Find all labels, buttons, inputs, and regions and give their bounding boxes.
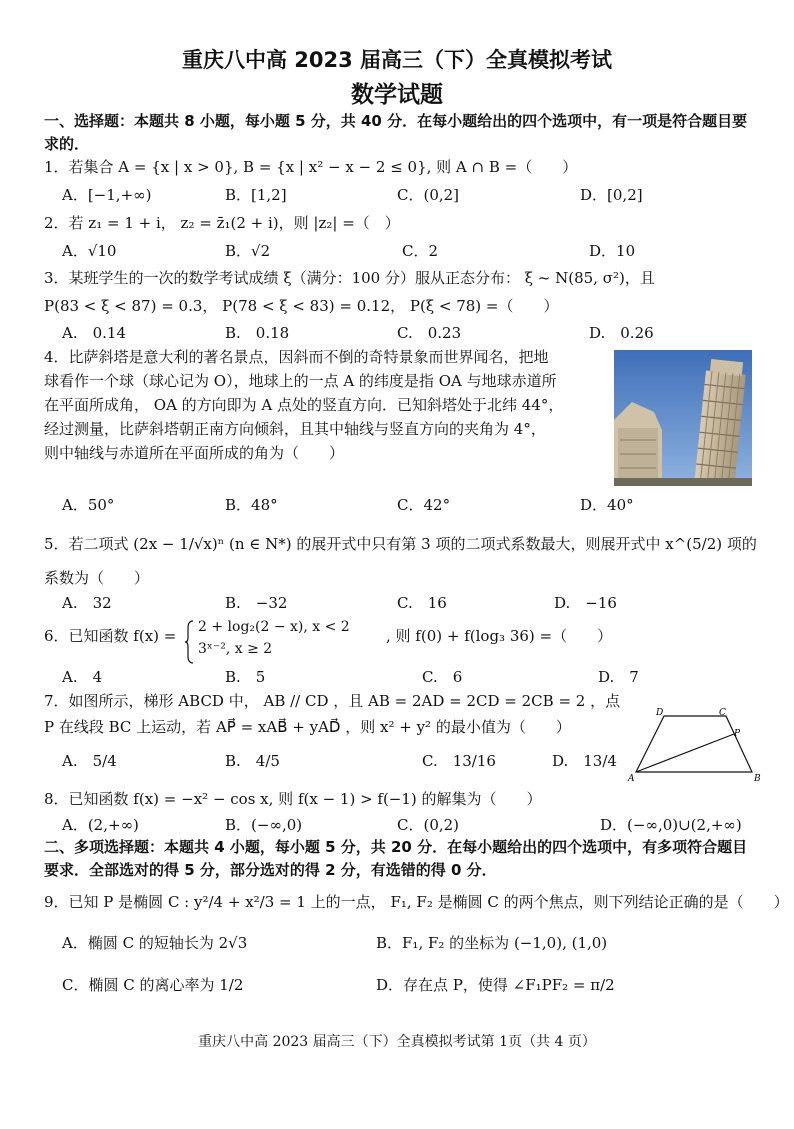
question-3-options: [62, 322, 752, 344]
question-5-line1: 5．若二项式 (2x − 1/√x)ⁿ (n ∈ N*) 的展开式中只有第 3 项的二项式系数最大，则展开式中 x^(5/2) 项的: [44, 535, 757, 553]
option-c: C．(0,2): [397, 816, 460, 834]
trapezoid-figure: [626, 706, 766, 784]
vertex-d-label: D: [656, 708, 664, 718]
question-4-line1: 4．比萨斜塔是意大利的著名景点，因斜而不倒的奇特景象而世界闻名，把地: [44, 348, 549, 366]
question-5-options: [62, 592, 752, 614]
question-5-line2: 系数为（ ）: [44, 569, 150, 587]
vertex-a-label: A: [628, 774, 635, 784]
question-3-line1: 3．某班学生的一次的数学考试成绩 ξ（满分：100 分）服从正态分布： ξ ~ N(85, σ²)，且: [44, 269, 655, 287]
question-1-options: [62, 184, 752, 206]
option-c: C. 0.23: [397, 324, 462, 342]
piecewise-case-2: 3ˣ⁻², x ≥ 2: [198, 641, 273, 657]
question-2-stem: 2．若 z₁ = 1 + i， z₂ = z̄₁(2 + i)，则 |z₂| =（ ）: [44, 214, 400, 232]
question-6-stem-pre: 6．已知函数 f(x) =: [44, 627, 177, 645]
exam-title: 重庆八中高 2023 届高三（下）全真模拟考试: [181, 48, 613, 72]
option-a: A．√10: [62, 242, 117, 260]
option-d: D. 7: [598, 668, 639, 686]
option-d: D. 13/4: [552, 752, 617, 770]
option-b: B. 5: [225, 668, 266, 686]
option-b: B. 4/5: [225, 752, 280, 770]
question-3-line2: P(83 < ξ < 87) = 0.3， P(78 < ξ < 83) = 0.12， P(ξ < 78) =（ ）: [44, 297, 559, 315]
option-a: A．(2,+∞): [62, 816, 139, 834]
option-b: B．[1,2]: [225, 186, 287, 204]
option-d: D．[0,2]: [580, 186, 643, 204]
option-a: A. 4: [62, 668, 103, 686]
question-1-stem: 1．若集合 A = {x | x > 0}, B = {x | x² − x − 2 ≤ 0}, 则 A ∩ B =（ ）: [44, 158, 578, 176]
option-b: B．√2: [225, 242, 271, 260]
question-9-option-b: B．F₁, F₂ 的坐标为 (−1,0), (1,0): [376, 934, 608, 952]
option-c: C．(0,2]: [397, 186, 460, 204]
piecewise-brace: [184, 620, 194, 664]
question-9-option-a: A．椭圆 C 的短轴长为 2√3: [62, 934, 248, 952]
option-c: C. 16: [397, 594, 447, 612]
vertex-b-label: B: [754, 774, 761, 784]
question-9-option-c: C．椭圆 C 的离心率为 1/2: [62, 976, 244, 994]
question-4-line3: 在平面所成角， OA 的方向即为 A 点处的竖直方向．已知斜塔处于北纬 44°，: [44, 396, 564, 414]
question-7-line1: 7．如图所示，梯形 ABCD 中， AB // CD ，且 AB = 2AD = 2CD = 2CB = 2 ，点: [44, 692, 621, 710]
option-a: A．50°: [62, 496, 115, 514]
question-9-option-d: D．存在点 P，使得 ∠F₁PF₂ = π/2: [376, 976, 615, 994]
option-a: A. 0.14: [62, 324, 126, 342]
option-d: D．10: [589, 242, 636, 260]
option-a: A．[−1,+∞): [62, 186, 152, 204]
piecewise-case-1: 2 + log₂(2 − x), x < 2: [198, 619, 350, 635]
section1-heading: 一、选择题：本题共 8 小题，每小题 5 分，共 40 分．在每小题给出的四个选项中，有一项是符合题目要求的．: [44, 112, 748, 153]
option-c: C．42°: [397, 496, 451, 514]
option-a: A. 5/4: [62, 752, 117, 770]
question-9-stem: 9．已知 P 是椭圆 C : y²/4 + x²/3 = 1 上的一点， F₁, F₂ 是椭圆 C 的两个焦点，则下列结论正确的是（ ）: [44, 893, 789, 911]
question-6-options: [62, 666, 752, 688]
section2-heading: 二、多项选择题：本题共 4 小题，每小题 5 分，共 20 分．在每小题给出的四个选项中，有多项符合题目要求．全部选对的得 5 分，部分选对的得 2 分，有选错的得 0 分．: [44, 838, 748, 879]
option-b: B. 0.18: [225, 324, 290, 342]
question-8-stem: 8．已知函数 f(x) = −x² − cos x, 则 f(x − 1) > f(−1) 的解集为（ ）: [44, 790, 542, 808]
option-d: D. 0.26: [589, 324, 654, 342]
page-footer: 重庆八中高 2023 届高三（下）全真模拟考试第 1页（共 4 页）: [198, 1034, 596, 1050]
question-2-options: [62, 240, 752, 262]
question-4-line2: 球看作一个球（球心记为 O），地球上的一点 A 的纬度是指 OA 与地球赤道所: [44, 372, 557, 390]
option-c: C. 13/16: [422, 752, 496, 770]
option-b: B．48°: [225, 496, 278, 514]
option-d: D. −16: [554, 594, 617, 612]
question-6-stem-post: , 则 f(0) + f(log₃ 36) =（ ）: [386, 627, 613, 645]
question-8-options: [62, 814, 752, 836]
point-p-label: P: [734, 729, 741, 739]
option-c: C. 6: [422, 668, 463, 686]
leaning-tower-photo: [614, 350, 752, 486]
option-b: B. −32: [225, 594, 288, 612]
option-d: D．(−∞,0)∪(2,+∞): [600, 816, 742, 834]
exam-subject: 数学试题: [351, 82, 443, 108]
option-c: C．2: [402, 242, 439, 260]
option-d: D．40°: [580, 496, 634, 514]
option-b: B．(−∞,0): [225, 816, 303, 834]
option-a: A. 32: [62, 594, 112, 612]
vertex-c-label: C: [719, 708, 726, 718]
question-4-line4: 经过测量，比萨斜塔朝正南方向倾斜，且其中轴线与竖直方向的夹角为 4°，: [44, 420, 546, 438]
question-7-line2: P 在线段 BC 上运动，若 AP⃗ = xAB⃗ + yAD⃗ ，则 x² + y² 的最小值为（ ）: [44, 718, 571, 736]
question-4-options: [62, 494, 752, 516]
question-4-line5: 则中轴线与赤道所在平面所成的角为（ ）: [44, 444, 345, 462]
